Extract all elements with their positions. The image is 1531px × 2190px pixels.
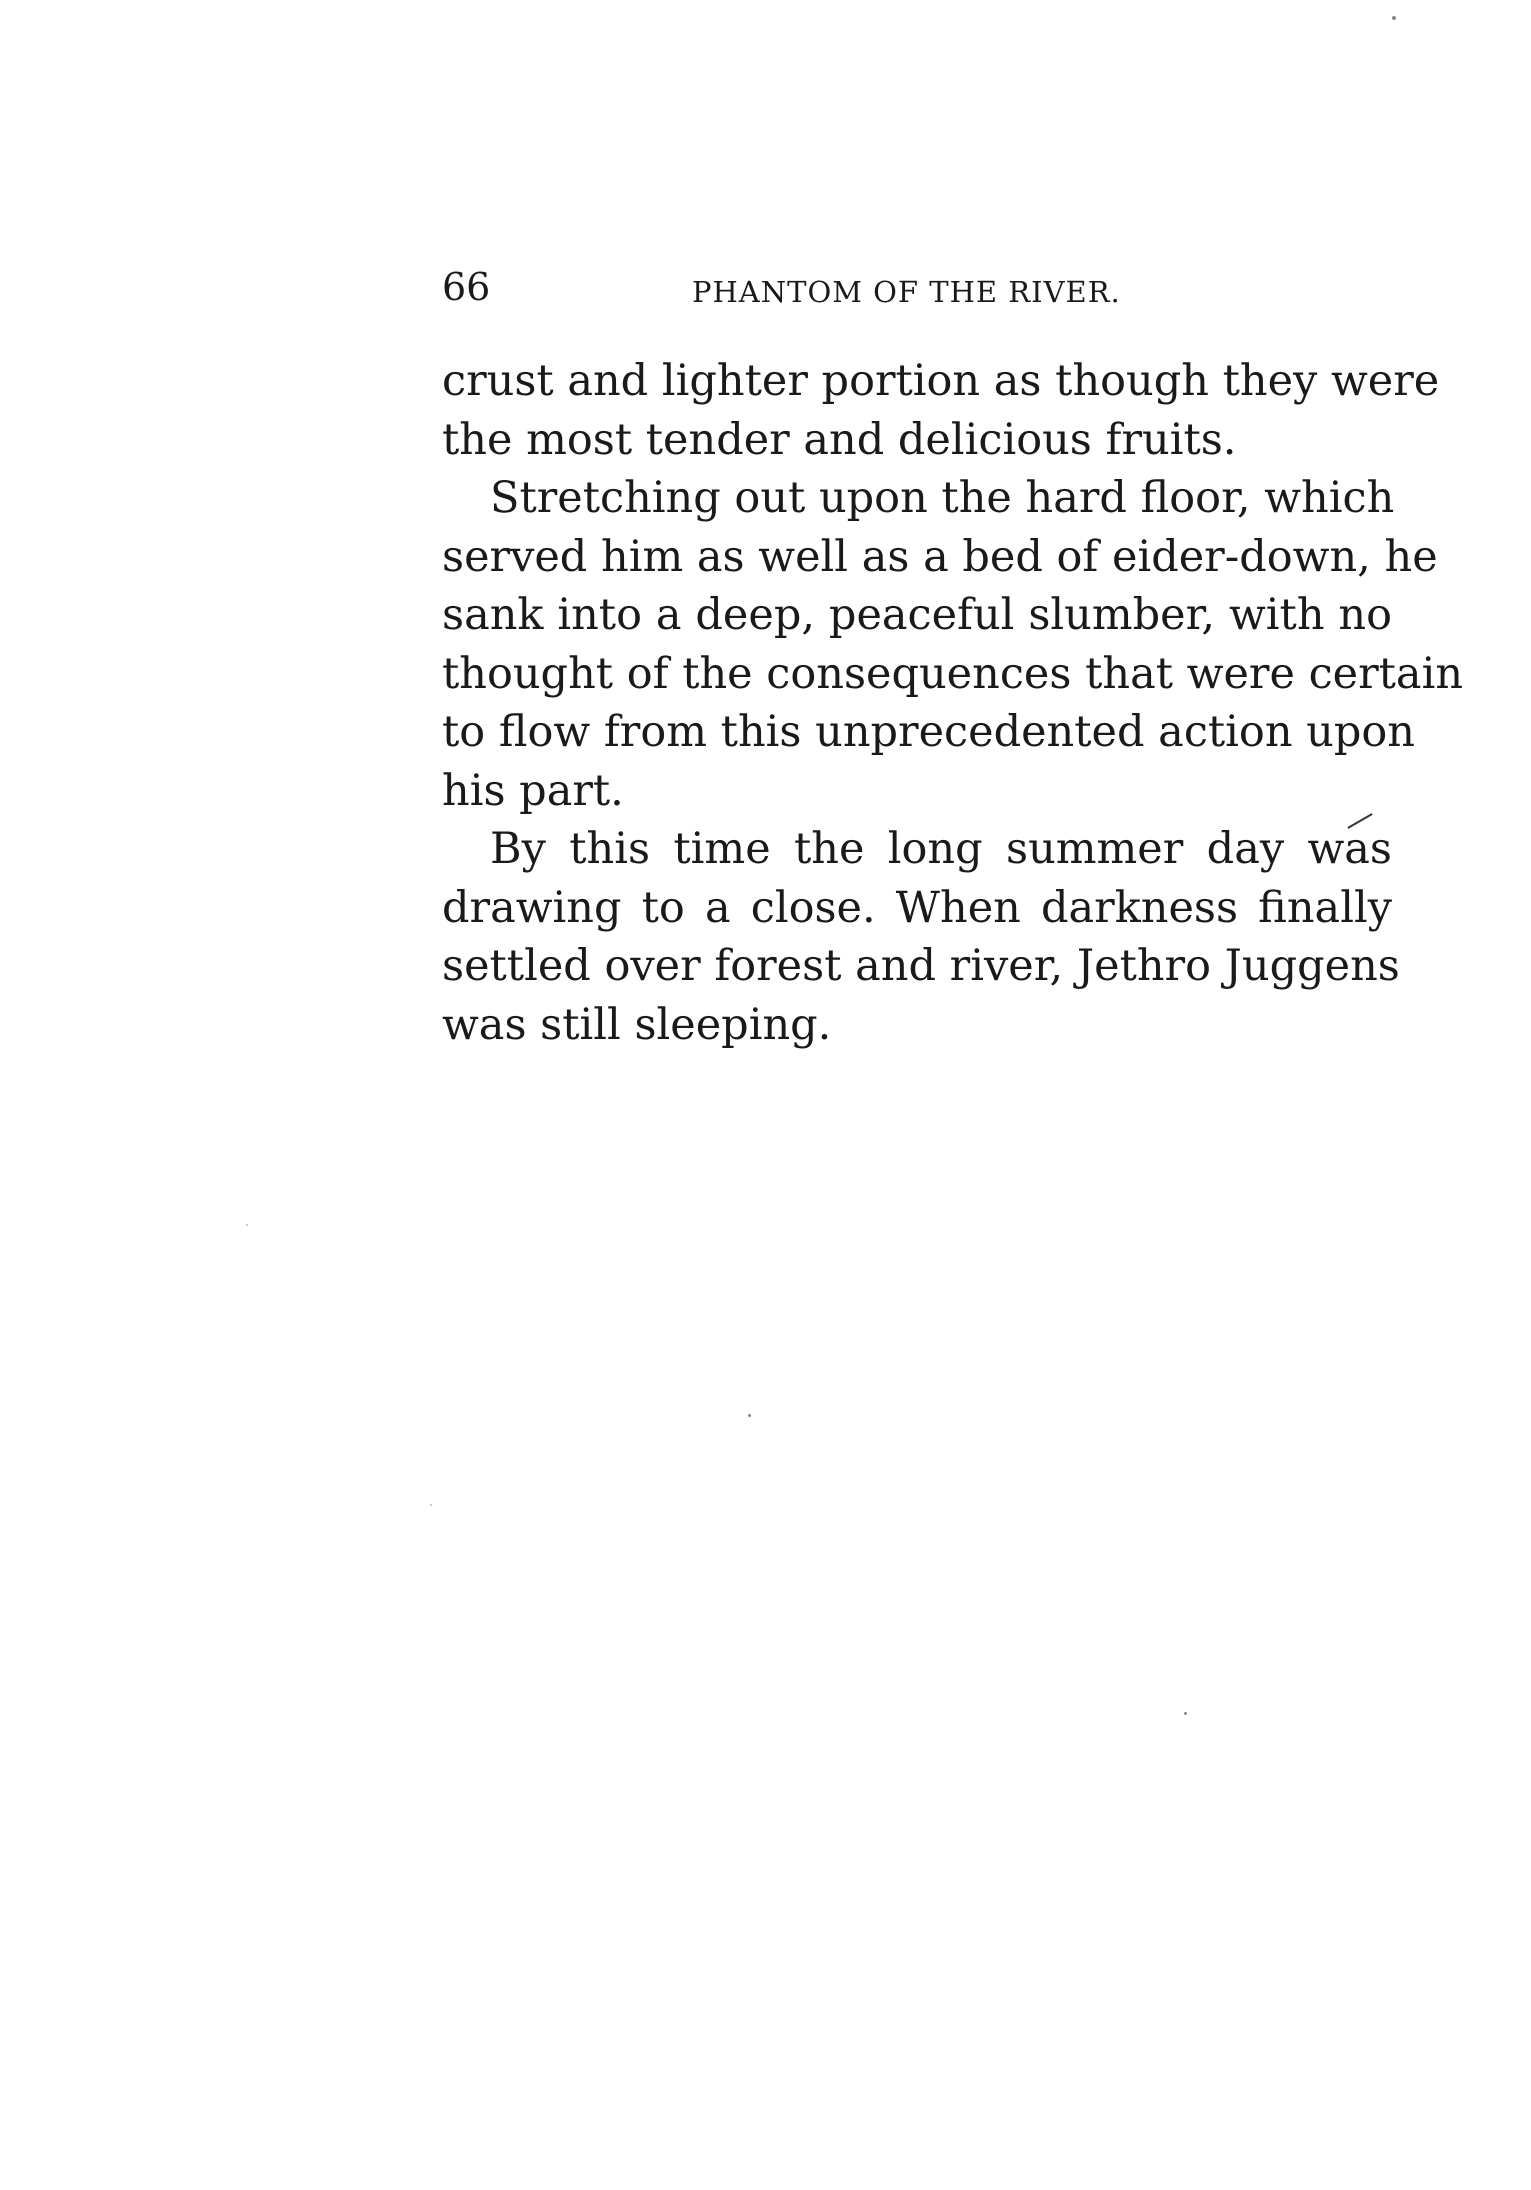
text-line: to flow from this unprecedented action upon <box>442 707 1415 757</box>
page-number: 66 <box>442 265 491 309</box>
text-line: drawing to a close. When darkness finally <box>442 882 1392 933</box>
text-line: thought of the consequences that were certain <box>442 648 1464 699</box>
paper-speck <box>748 1414 751 1417</box>
paper-speck <box>246 1224 248 1226</box>
body-text <box>442 352 1464 1054</box>
page-header <box>442 262 1392 322</box>
text-line: sank into a deep, peaceful slumber, with no <box>442 590 1392 640</box>
paper-speck <box>1392 16 1396 20</box>
text-line: served him as well as a bed of eider-down, he <box>442 531 1438 582</box>
text-line: his part. <box>442 765 624 816</box>
running-title: PHANTOM OF THE RIVER. <box>692 275 1121 309</box>
text-line: By this time the long summer day was <box>490 824 1392 874</box>
text-line: crust and lighter portion as though they were <box>442 356 1440 406</box>
paper-speck <box>1184 1712 1187 1715</box>
text-line: was still sleeping. <box>442 999 832 1050</box>
text-line: settled over forest and river, Jethro Juggens <box>442 941 1400 991</box>
text-line: Stretching out upon the hard floor, which <box>490 473 1395 523</box>
paper-speck <box>430 1504 432 1506</box>
text-line: the most tender and delicious fruits. <box>442 414 1237 465</box>
